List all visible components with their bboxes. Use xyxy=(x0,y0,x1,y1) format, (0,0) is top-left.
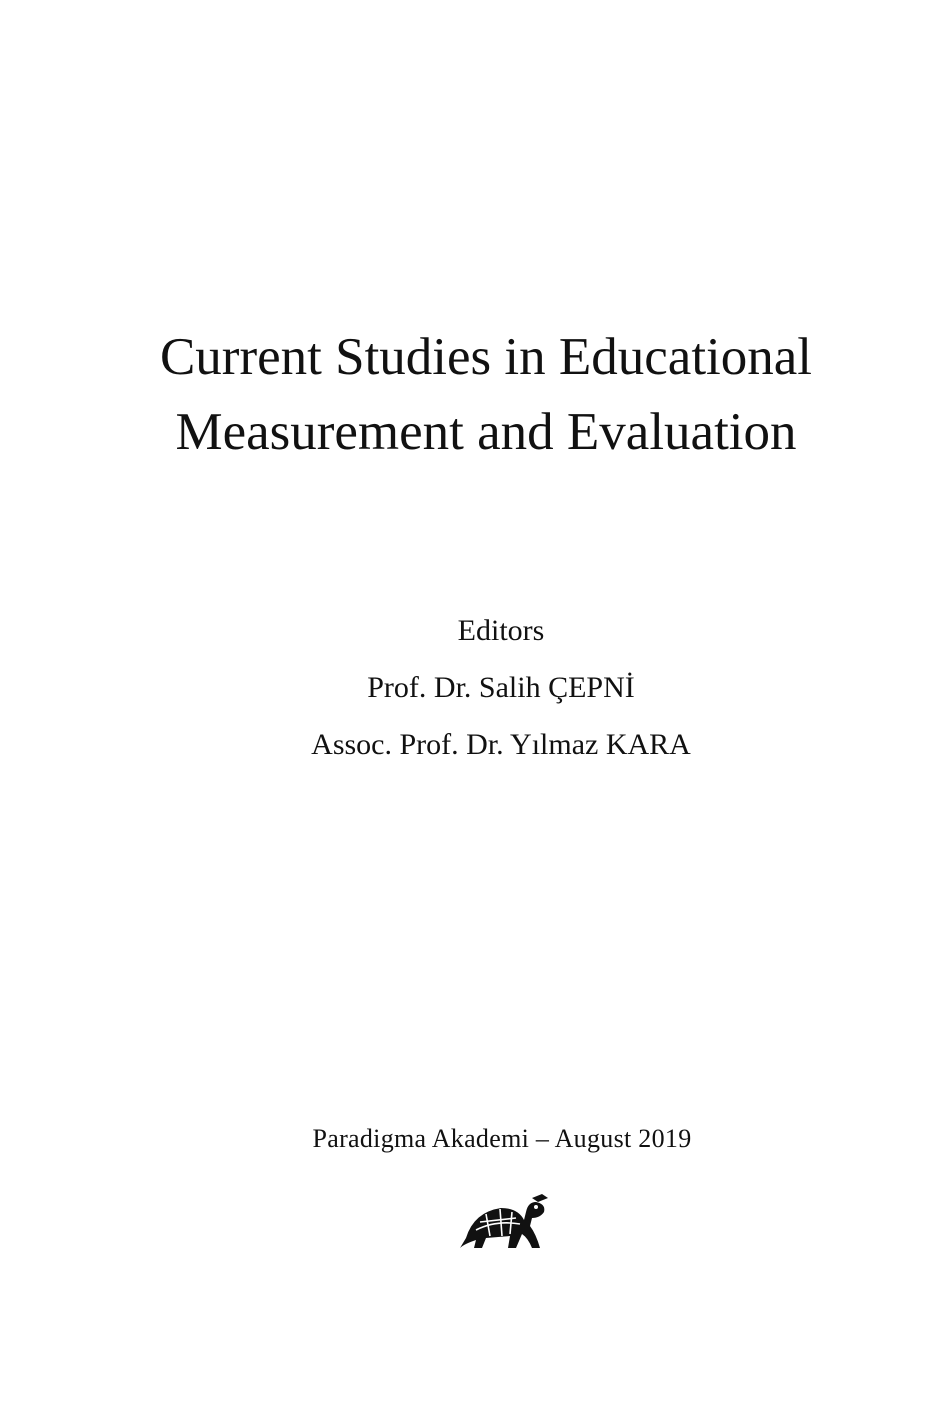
title-line-2: Measurement and Evaluation xyxy=(175,403,797,461)
editor-name: Prof. Dr. Salih ÇEPNİ xyxy=(367,671,635,704)
book-title xyxy=(0,320,946,470)
editors-heading: Editors xyxy=(457,614,545,647)
editor-name: Assoc. Prof. Dr. Yılmaz KARA xyxy=(311,728,691,761)
turtle-logo-icon xyxy=(456,1190,548,1252)
title-line-1: Current Studies in Educational xyxy=(159,328,813,386)
publisher-line: Paradigma Akademi – August 2019 xyxy=(312,1124,692,1153)
